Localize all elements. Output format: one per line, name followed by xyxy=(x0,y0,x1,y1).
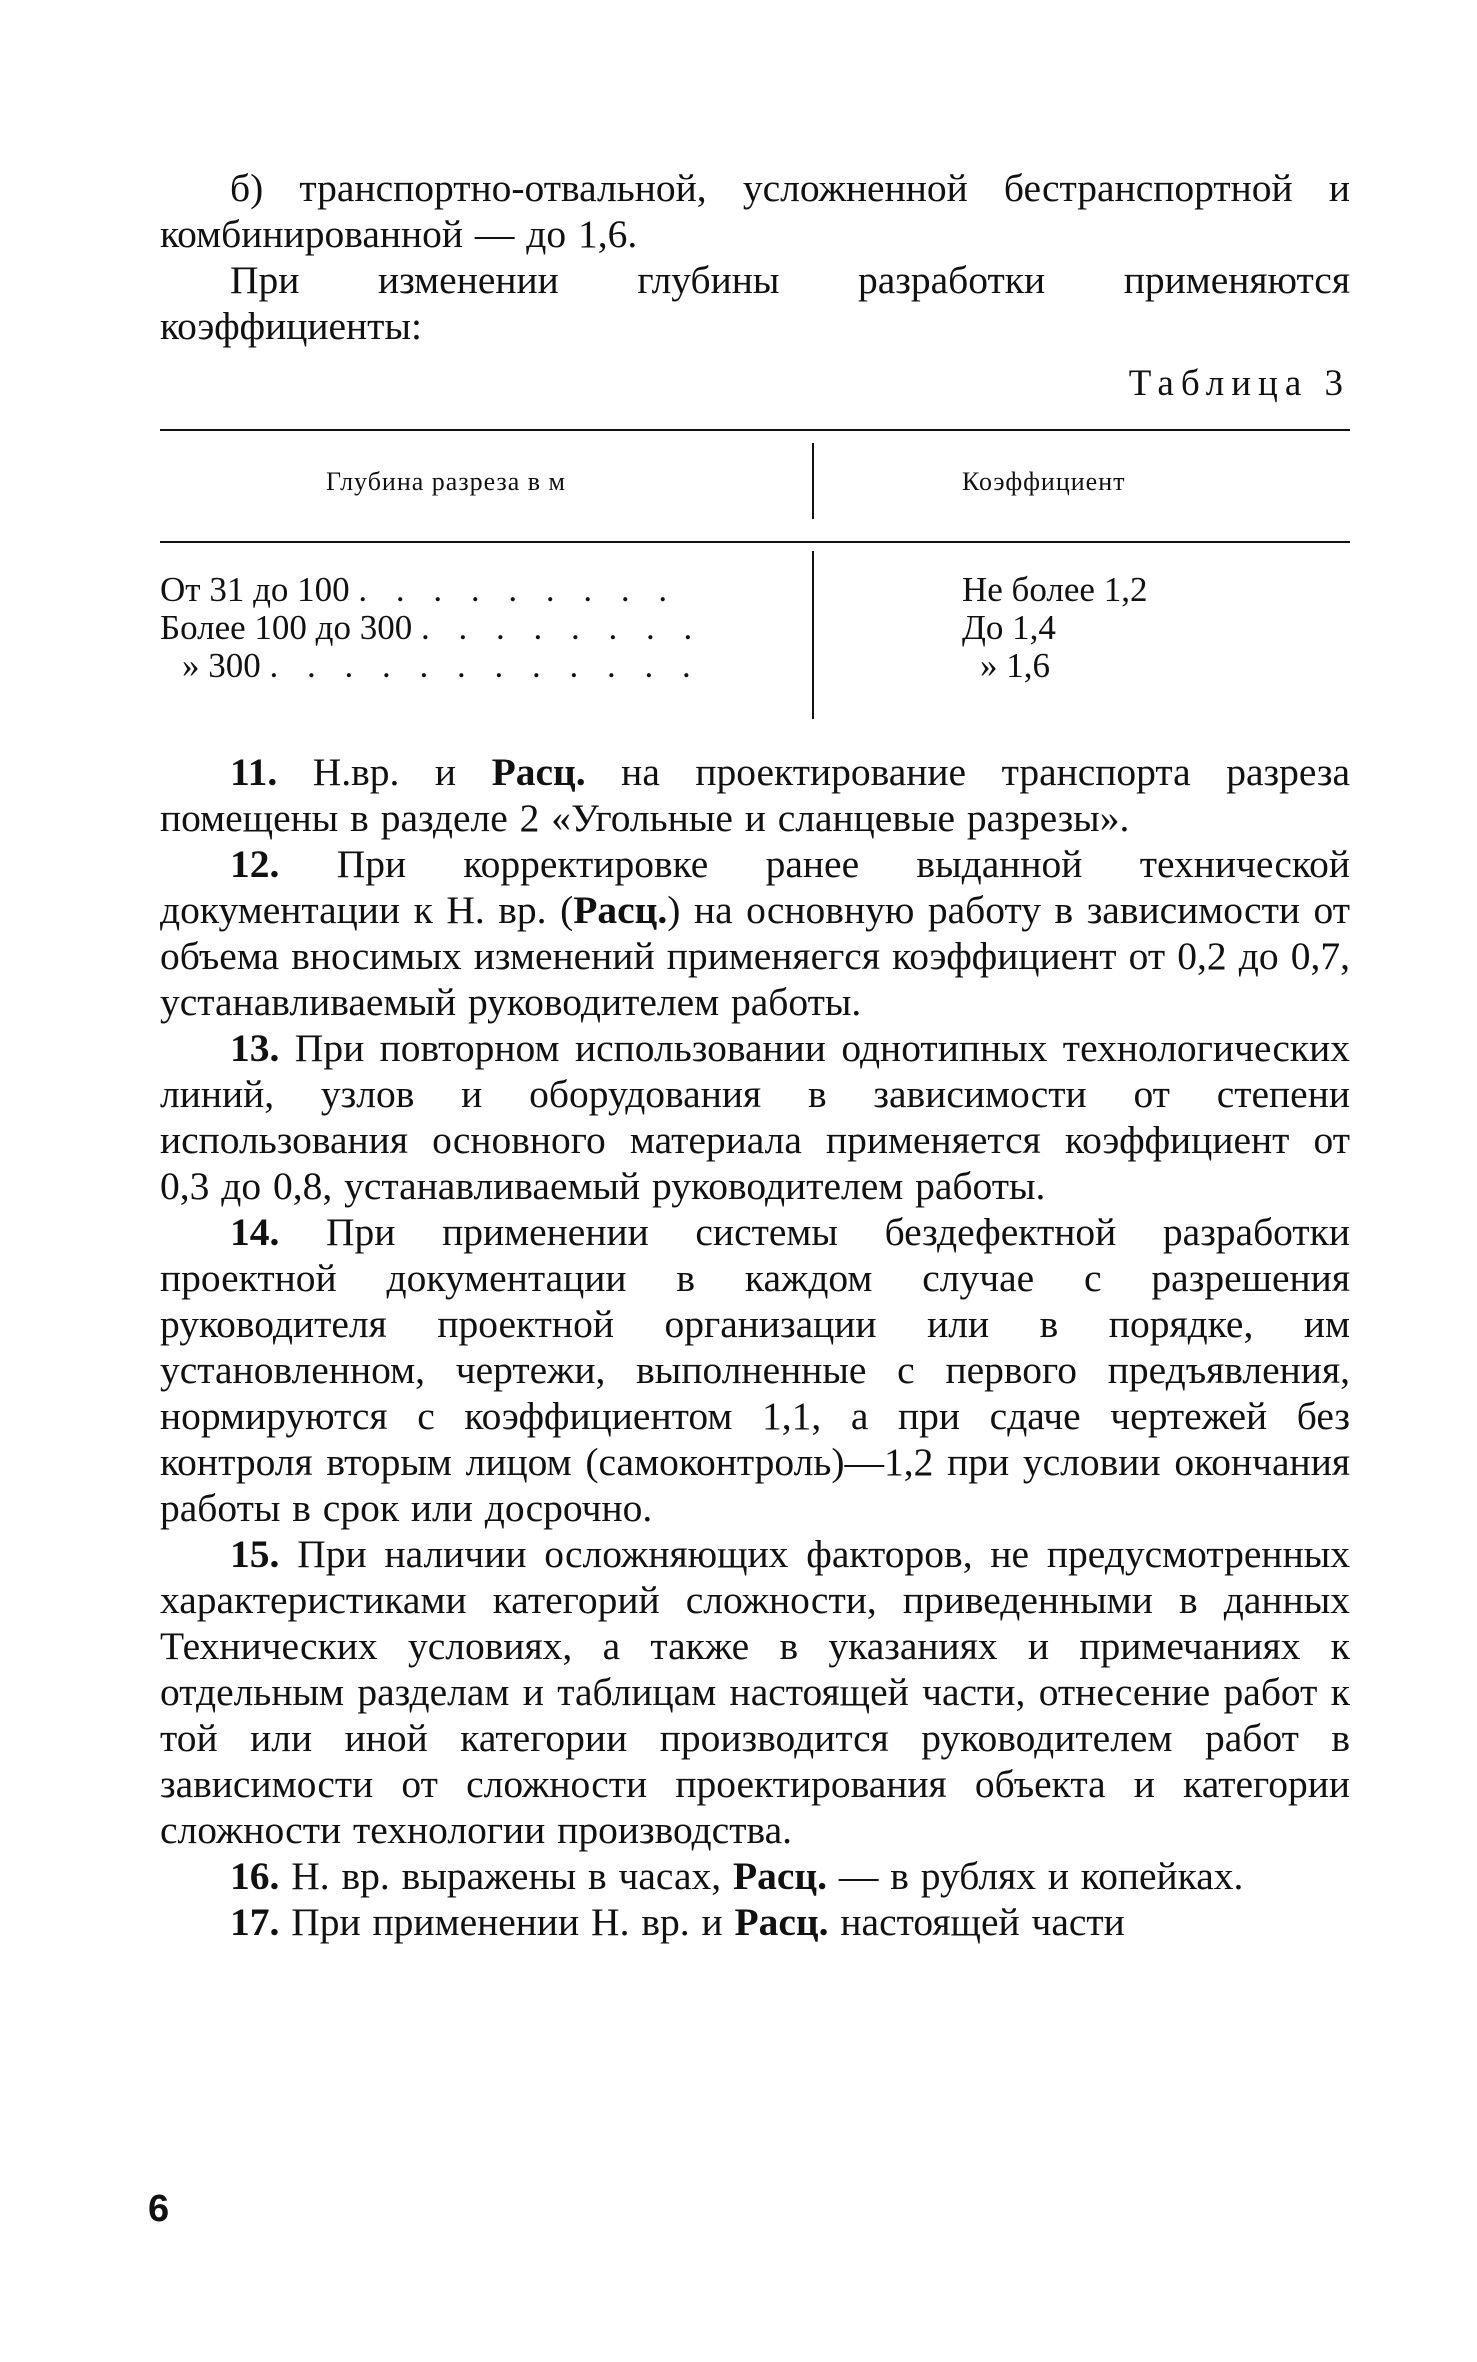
item-number: 16. xyxy=(230,1854,280,1898)
item-13: 13. При повторном использовании однотипных технологических линий, узлов и оборудования в зависимости от степени использования основного материала применяется коэффициент от 0,3 до 0,8, устанавливаемый руководителем работы. xyxy=(160,1026,1350,1208)
table-cell-leader: . . . . . . . . . xyxy=(358,571,678,609)
item-number: 15. xyxy=(230,1532,280,1576)
coefficient-table xyxy=(160,429,1350,719)
item-number: 17. xyxy=(230,1900,280,1944)
item-17: 17. При применении Н. вр. и Расц. настоящей части xyxy=(230,1900,1125,1944)
item-number: 13. xyxy=(230,1026,280,1070)
table-cell-depth: » 300 xyxy=(182,647,261,685)
rasc-abbrev: Расц. xyxy=(732,1854,828,1898)
rasc-abbrev: Расц. xyxy=(573,888,668,932)
item-number: 14. xyxy=(230,1210,280,1254)
table-cell-leader: . . . . . . . . . . . . xyxy=(269,647,701,685)
item-16: 16. Н. вр. выражены в часах, Расц. — в рублях и копейках. xyxy=(230,1854,1244,1898)
item-number: 12. xyxy=(230,842,280,886)
table-column-divider-body xyxy=(812,551,814,719)
item-14: 14. При применении системы бездефектной разработки проектной документации в каждом случае с разрешения руководителя проектной организации или в порядке, им установленном, чертежи, выполненные с первого предъявления, нормируются с коэффициентом 1,1, а при сдаче чертежей без контроля вторым лицом (самоконтроль)—1,2 при условии окончания работы в срок или досрочно. xyxy=(160,1210,1350,1530)
rasc-abbrev: Расц. xyxy=(734,1900,829,1944)
table-top-rule xyxy=(160,429,1350,431)
table-column-divider xyxy=(812,443,814,519)
table-cell-depth: От 31 до 100 xyxy=(160,571,350,609)
table-cell-coefficient: До 1,4 xyxy=(962,608,1056,647)
page-content xyxy=(160,165,1350,1945)
table-header-depth: Глубина разреза в м xyxy=(326,467,567,496)
table-title: Таблица 3 xyxy=(1128,363,1350,404)
table-header-rule xyxy=(160,541,1350,543)
table-header-coefficient: Коэффициент xyxy=(962,467,1126,496)
item-11: 11. Н.вр. и Расц. на проектирование транспорта разреза помещены в разделе 2 «Угольные и сланцевые разрезы». xyxy=(160,750,1350,840)
table-cell-leader: . . . . . . . . xyxy=(420,609,703,647)
item-15: 15. При наличии осложняющих факторов, не предусмотренных характеристиками категорий сложности, приведенными в данных Технических условиях, а также в указаниях и примечаниях к отдельным разделам и таблицам настоящей части, отнесение работ к той или иной категории производится руководителем работ в зависимости от сложности проектирования объекта и категории сложности технологии производства. xyxy=(160,1532,1350,1852)
table-cell-coefficient: » 1,6 xyxy=(980,646,1050,685)
rasc-abbrev: Расц. xyxy=(491,750,586,794)
table-cell-coefficient: Не более 1,2 xyxy=(962,570,1148,609)
table-cell-depth: Более 100 до 300 xyxy=(160,609,413,647)
intro-paragraph-coefficients: При изменении глубины разработки применяются коэффициенты: xyxy=(160,258,1350,348)
page-number: 6 xyxy=(148,2188,170,2230)
intro-paragraph-b: б) транспортно-отвальной, усложненной бестранспортной и комбинированной — до 1,6. xyxy=(160,166,1350,256)
item-12: 12. При корректировке ранее выданной технической документации к Н. вр. (Расц.) на основную работу в зависимости от объема вносимых изменений применяегся коэффициент от 0,2 до 0,7, устанавливаемый руководителем работы. xyxy=(160,842,1350,1024)
item-number: 11. xyxy=(230,750,278,794)
